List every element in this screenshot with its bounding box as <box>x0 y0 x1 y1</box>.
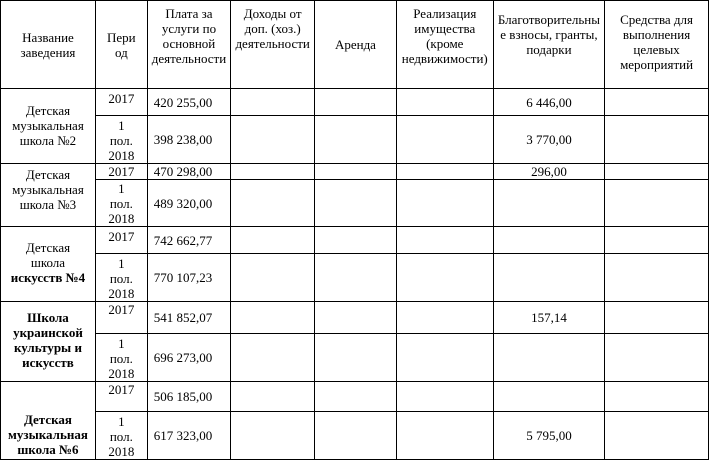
school-name-cell <box>1 302 96 382</box>
income-cell <box>231 116 315 164</box>
fee-cell: 398 238,00 <box>147 116 230 164</box>
period-cell: 1 пол. 2018 <box>95 334 147 382</box>
property-cell <box>396 164 493 180</box>
table-row <box>1 180 709 227</box>
charity-cell <box>493 254 604 302</box>
fee-cell: 506 185,00 <box>147 382 230 412</box>
target-cell <box>605 89 709 116</box>
target-cell <box>605 164 709 180</box>
charity-cell <box>493 382 604 412</box>
rent-cell <box>315 180 397 227</box>
period-cell: 1 пол. 2018 <box>95 254 147 302</box>
property-cell <box>396 334 493 382</box>
rent-cell <box>315 227 397 254</box>
header-fee: Плата за услуги по основной деятельности <box>147 1 230 89</box>
property-cell <box>396 382 493 412</box>
header-property: Реализация имущества (кроме недвижимости) <box>396 1 493 89</box>
rent-cell <box>315 382 397 412</box>
school-name-cell <box>1 164 96 227</box>
school-name: Детская музыкальная школа №6 <box>8 412 88 457</box>
header-income: Доходы от доп. (хоз.) деятельности <box>231 1 315 89</box>
property-cell <box>396 89 493 116</box>
fee-cell: 696 273,00 <box>147 334 230 382</box>
table-row <box>1 227 709 254</box>
fee-cell: 742 662,77 <box>147 227 230 254</box>
income-cell <box>231 302 315 334</box>
property-cell <box>396 302 493 334</box>
school-name-cell <box>1 89 96 164</box>
charity-cell: 3 770,00 <box>493 116 604 164</box>
property-cell <box>396 180 493 227</box>
target-cell <box>605 180 709 227</box>
income-cell <box>231 89 315 116</box>
table-row <box>1 254 709 302</box>
charity-cell: 6 446,00 <box>493 89 604 116</box>
rent-cell <box>315 116 397 164</box>
period-cell: 1 пол. 2018 <box>95 116 147 164</box>
school-name-line2: искусств №4 <box>10 270 86 285</box>
header-rent: Аренда <box>315 1 397 89</box>
fee-cell: 541 852,07 <box>147 302 230 334</box>
header-target: Средства для выполнения целевых мероприятий <box>605 1 709 89</box>
school-name-cell <box>1 382 96 460</box>
rent-cell <box>315 302 397 334</box>
fee-cell: 470 298,00 <box>147 164 230 180</box>
income-cell <box>231 412 315 460</box>
table-row <box>1 89 709 116</box>
income-cell <box>231 164 315 180</box>
property-cell <box>396 227 493 254</box>
target-cell <box>605 412 709 460</box>
target-cell <box>605 116 709 164</box>
table-row <box>1 302 709 334</box>
period-cell: 2017 <box>95 302 147 334</box>
fee-cell: 617 323,00 <box>147 412 230 460</box>
table-row <box>1 334 709 382</box>
property-cell <box>396 412 493 460</box>
income-cell <box>231 254 315 302</box>
rent-cell <box>315 334 397 382</box>
table-row <box>1 412 709 460</box>
period-cell: 2017 <box>95 89 147 116</box>
charity-cell: 157,14 <box>493 302 604 334</box>
table-row <box>1 164 709 180</box>
rent-cell <box>315 254 397 302</box>
school-name: Школа украинской культуры и искусств <box>13 310 83 370</box>
school-name-line1: Детская школа <box>25 240 71 270</box>
charity-cell <box>493 180 604 227</box>
target-cell <box>605 382 709 412</box>
charity-cell: 296,00 <box>493 164 604 180</box>
property-cell <box>396 254 493 302</box>
school-name-cell <box>1 227 96 302</box>
period-cell: 2017 <box>95 382 147 412</box>
fee-cell: 489 320,00 <box>147 180 230 227</box>
charity-cell <box>493 227 604 254</box>
fee-cell: 420 255,00 <box>147 89 230 116</box>
charity-cell: 5 795,00 <box>493 412 604 460</box>
period-cell: 2017 <box>95 227 147 254</box>
header-charity: Благотворительные взносы, гранты, подарки <box>493 1 604 89</box>
period-cell: 1 пол. 2018 <box>95 412 147 460</box>
rent-cell <box>315 412 397 460</box>
table-row <box>1 382 709 412</box>
target-cell <box>605 302 709 334</box>
school-name: Детская музыкальная школа №3 <box>12 167 84 212</box>
school-name: Детская музыкальная школа №2 <box>12 103 84 148</box>
income-cell <box>231 334 315 382</box>
table-row <box>1 116 709 164</box>
income-cell <box>231 227 315 254</box>
fee-cell: 770 107,23 <box>147 254 230 302</box>
rent-cell <box>315 89 397 116</box>
charity-cell <box>493 334 604 382</box>
period-cell: 2017 <box>95 164 147 180</box>
property-cell <box>396 116 493 164</box>
period-cell: 1 пол. 2018 <box>95 180 147 227</box>
header-period: Пери од <box>95 1 147 89</box>
target-cell <box>605 254 709 302</box>
target-cell <box>605 334 709 382</box>
income-cell <box>231 382 315 412</box>
rent-cell <box>315 164 397 180</box>
income-cell <box>231 180 315 227</box>
header-row <box>1 1 709 89</box>
header-name: Название заведения <box>1 1 96 89</box>
target-cell <box>605 227 709 254</box>
